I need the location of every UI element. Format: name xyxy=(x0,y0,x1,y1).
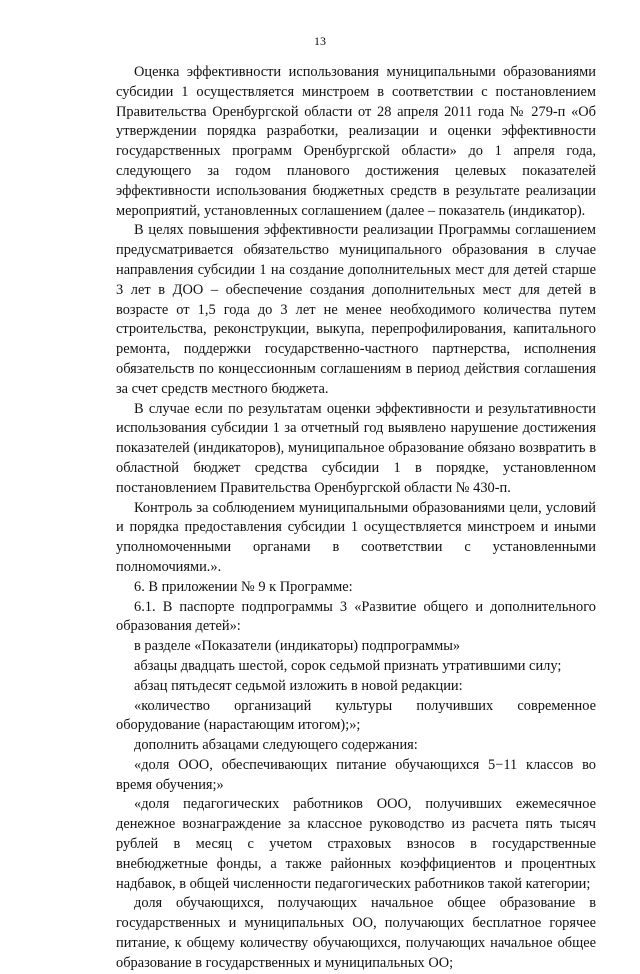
paragraph-culture-organizations: «количество организаций культуры получивших современное оборудование (нарастающим итогом);»; xyxy=(116,697,596,734)
page-number: 13 xyxy=(314,34,326,48)
paragraph-teacher-reward-share: «доля педагогических работников ООО, получивших ежемесячное денежное вознаграждение за классное руководство из расчета пять тысяч рублей в месяц с учетом страховых взносов в государственные внебюджетные фонды, а также районных коэффициентов и процентных надбавок, в общей численности педагогических работников такой категории; xyxy=(116,796,596,892)
paragraph-agreement-obligation: В целях повышения эффективности реализации Программы соглашением предусматривается обязательство муниципального образования в случае направления субсидии 1 на создание дополнительных мест для детей старше 3 лет в ДОО – обеспечение создания дополнительных мест для детей в возрасте от 1,5 года до 3 лет не менее необходимого количества путем строительства, реконструкции, выкупа, перепрофилирования, капитального ремонта, поддержки государственно-частного партнерства, исполнения обязательств по концессионным соглашениям в период действия соглашения за счет средств местного бюджета. xyxy=(116,222,596,397)
paragraph-violation-return: В случае если по результатам оценки эффективности и результативности использования субсидии 1 за отчетный год выявлено нарушение достижения показателей (индикаторов), муниципальное образование обязано возвратить в областной бюджет средства субсидии 1 в порядке, установленном постановлением Правительства Оренбургской области № 430-п. xyxy=(116,400,596,496)
text-body xyxy=(116,63,596,974)
paragraph-control: Контроль за соблюдением муниципальными образованиями цели, условий и порядка предоставления субсидии 1 осуществляется минстроем и иными уполномоченными органами в соответствии с установленными полномочиями.». xyxy=(116,499,596,575)
paragraph-section-indicators: в разделе «Показатели (индикаторы) подпрограммы» xyxy=(134,638,461,655)
paragraph-new-edition: абзац пятьдесят седьмой изложить в новой редакции: xyxy=(134,677,463,694)
paragraph-item-6-1: 6.1. В паспорте подпрограммы 3 «Развитие общего и дополнительного образования детей»: xyxy=(116,598,596,635)
paragraph-item-6: 6. В приложении № 9 к Программе: xyxy=(134,578,353,595)
paragraph-repealed: абзацы двадцать шестой, сорок седьмой признать утратившими силу; xyxy=(134,657,562,674)
paragraph-free-meals-share: доля обучающихся, получающих начальное общее образование в государственных и муниципальных ОО, получающих бесплатное горячее питание, к общему количеству обучающихся, получающих начальное общее образование в государственных и муниципальных ОО; xyxy=(116,895,596,971)
paragraph-nutrition-share: «доля ООО, обеспечивающих питание обучающихся 5−11 классов во время обучения;» xyxy=(116,756,596,793)
paragraph-add-clauses: дополнить абзацами следующего содержания: xyxy=(134,737,418,754)
paragraph-efficiency-assessment: Оценка эффективности использования муниципальными образованиями субсидии 1 осуществляется минстроем в соответствии с постановлением Правительства Оренбургской области от 28 апреля 2011 года № 279-п «Об утверждении порядка разработки, реализации и оценки эффективности государственных программ Оренбургской области» до 1 апреля года, следующего за годом планового достижения целевых показателей эффективности использования бюджетных средств в результате реализации мероприятий, установленных соглашением (далее – показатель (индикатор). xyxy=(116,64,596,219)
